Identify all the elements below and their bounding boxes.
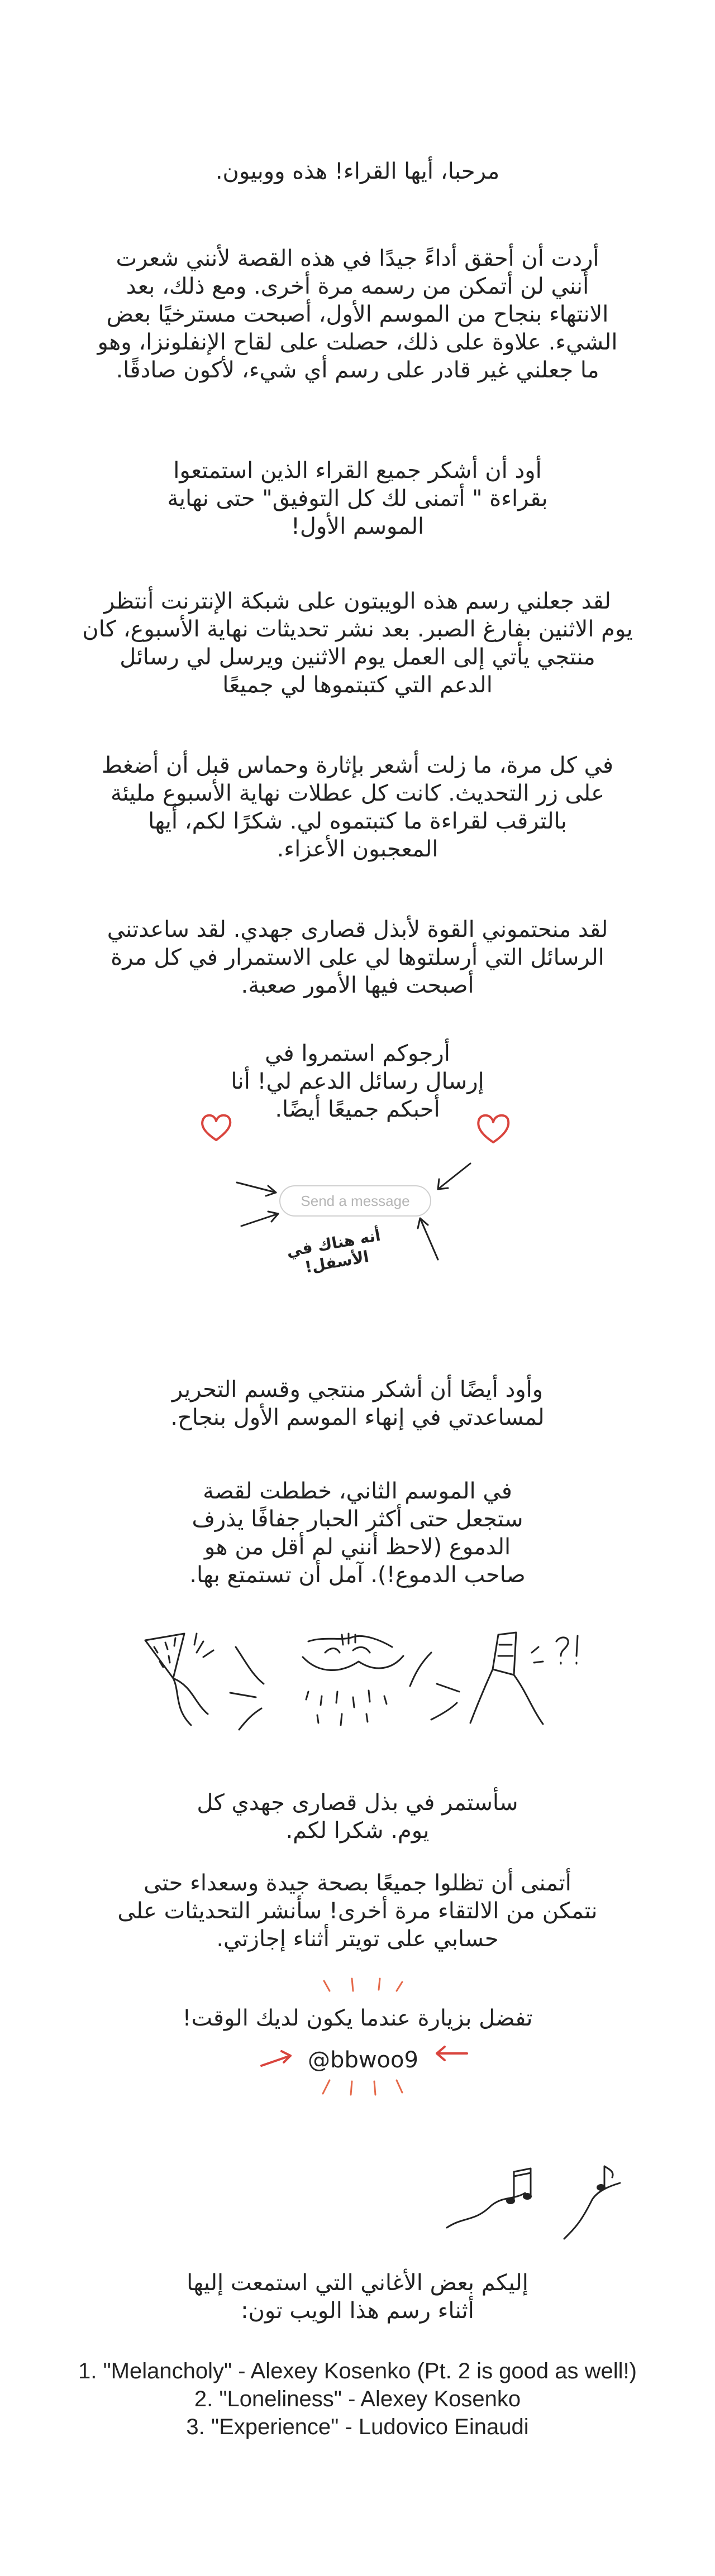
paragraph-keep-trying: سأستمر في بذل قصارى جهدي كل يوم. شكرا لكم. — [197, 1790, 518, 1844]
paragraph-flu-shot: أردت أن أحقق أداءً جيدًا في هذه القصة لأنني شعرت أنني لن أتمكن من رسمه مرة أخرى. ومع ذلك، بعد الانتهاء بنجاح من الموسم الأول، أصبحت مسترخيًا بعض الشيء. علاوة على ذلك، حصلت على لقاح الإنفلونزا، وهو ما جعلني غير قادر على رسم أي شيء، لأكون صادقًا. — [97, 246, 618, 383]
paragraph-monday: لقد جعلني رسم هذه الويبتون على شبكة الإنترنت أنتظر يوم الاثنين بفارغ الصبر. بعد نشر تحديثات نهاية الأسبوع، كان منتجي يأتي إلى العمل يوم الاثنين ويرسل لي رسائل الدعم التي كتبتموها لي جميعًا — [82, 588, 633, 698]
send-message-input-mock: Send a message — [279, 1185, 431, 1217]
handwritten-note: أنه هناك في الأسفل! — [285, 1225, 382, 1277]
twitter-handle: @bbwoo9 — [308, 2047, 418, 2073]
sparkle-lines — [313, 1976, 413, 1996]
heart-icon — [475, 1112, 512, 1146]
song-list — [11, 2357, 704, 2441]
sparkle-lines — [313, 2077, 413, 2099]
greeting-text: مرحبا، أيها القراء! هذه ووبيون. — [215, 159, 500, 184]
arrow-icon — [235, 1174, 279, 1201]
paragraph-visit: تفضل بزيارة عندما يكون لديك الوقت! — [182, 2005, 533, 2031]
heart-icon — [199, 1112, 233, 1143]
paragraph-update-button: في كل مرة، ما زلت أشعر بإثارة وحماس قبل أن أضغط على زر التحديث. كانت كل عطلات نهاية الأسبوع مليئة بالترقب لقراءة ما كتبتموه لي. شكرًا لكم، أيها المعجبون الأعزاء. — [101, 753, 614, 862]
arrow-icon — [239, 1208, 282, 1230]
arrow-icon — [433, 2043, 469, 2066]
arrow-icon — [416, 1215, 441, 1262]
paragraph-songs-intro: إليكم بعض الأغاني التي استمعت إليها أثناء رسم هذا الويب تون: — [187, 2270, 528, 2324]
paragraph-thanks-readers: أود أن أشكر جميع القراء الذين استمتعوا بقراءة " أتمنى لك كل التوفيق" حتى نهاية الموسم الأول! — [167, 458, 548, 539]
list-item: 1. "Melancholy" - Alexey Kosenko (Pt. 2 is good as well!) — [78, 2359, 637, 2383]
arrow-icon — [259, 2046, 295, 2070]
arrow-icon — [433, 1161, 473, 1196]
list-item: 2. "Loneliness" - Alexey Kosenko — [194, 2387, 521, 2411]
paragraph-stay-healthy: أتمنى أن تظلوا جميعًا بصحة جيدة وسعداء حتى نتمكن من الالتقاء مرة أخرى! سأنشر التحديثات على حسابي على تويتر أثناء إجازتي. — [117, 1870, 598, 1952]
music-notes-icon — [441, 2144, 626, 2244]
paragraph-keep-sending: أرجوكم استمروا في إرسال رسائل الدعم لي! أنا أحبكم جميعًا أيضًا. — [231, 1041, 484, 1122]
paragraph-thanks-producer: وأود أيضًا أن أشكر منتجي وقسم التحرير لمساعدتي في إنهاء الموسم الأول بنجاح. — [170, 1377, 545, 1430]
paragraph-strength: لقد منحتموني القوة لأبذل قصارى جهدي. لقد ساعدتني الرسائل التي أرسلتوها لي على الاستمرار في كل مرة أصبحت فيها الأمور صعبة. — [107, 917, 608, 998]
fireworks-illustration — [141, 1630, 593, 1759]
list-item: 3. "Experience" - Ludovico Einaudi — [186, 2415, 529, 2439]
paragraph-season-two: في الموسم الثاني، خططت لقصة ستجعل حتى أكثر الحبار جفافًا يذرف الدموع (لاحظ أنني لم أقل من هو صاحب الدموع!). آمل أن تستمتع بها. — [189, 1478, 526, 1588]
